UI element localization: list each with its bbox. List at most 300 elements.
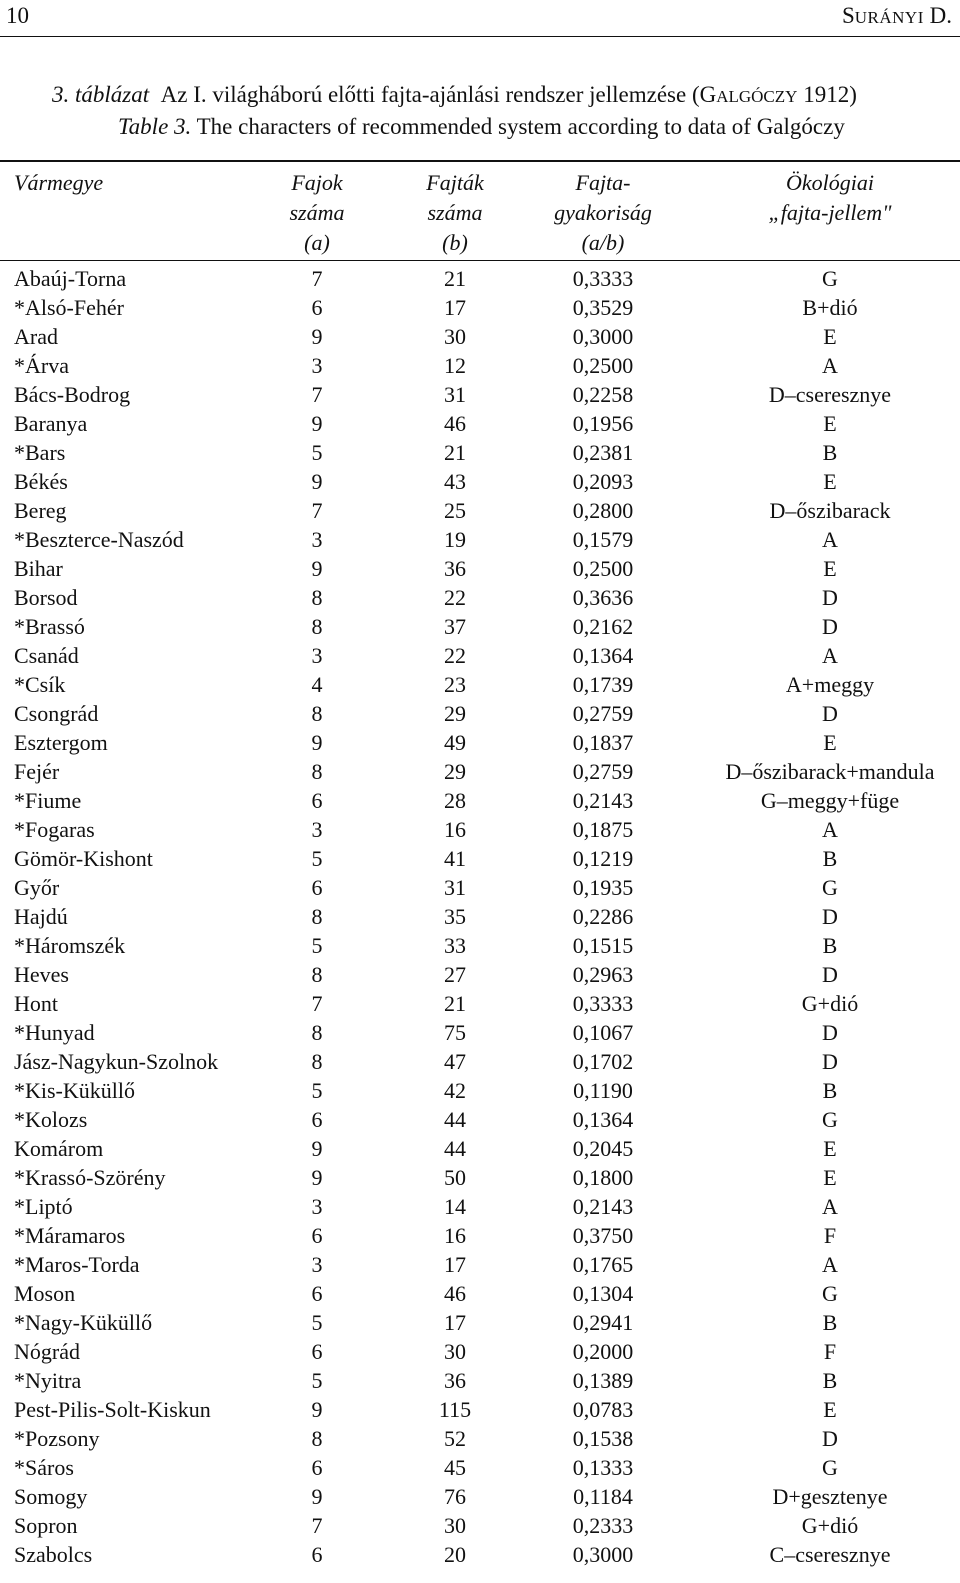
table-row (0, 409, 960, 438)
species-count-cell: 6 (311, 1281, 323, 1306)
species-count-cell: 8 (311, 1020, 323, 1045)
species-count-cell: 6 (311, 295, 323, 320)
county-cell: Nógrád (14, 1339, 80, 1364)
species-count-cell: 3 (311, 353, 323, 378)
ecological-cell: B (822, 933, 838, 958)
variety-count-cell: 36 (444, 556, 466, 581)
ecological-cell: G (822, 266, 838, 291)
ecological-cell: A (822, 1252, 838, 1277)
ecological-cell: C–cseresznye (769, 1542, 891, 1567)
variety-count-cell: 20 (444, 1542, 466, 1567)
frequency-cell: 0,3529 (572, 295, 634, 320)
county-cell: Gömör-Kishont (14, 846, 153, 871)
variety-count-cell: 44 (444, 1107, 466, 1132)
variety-count-cell: 41 (444, 846, 466, 871)
table-row (0, 641, 960, 670)
variety-count-cell: 43 (444, 469, 466, 494)
frequency-cell: 0,2759 (572, 701, 634, 726)
species-count-cell: 8 (311, 614, 323, 639)
table-row (0, 757, 960, 786)
ecological-cell: D (822, 585, 838, 610)
variety-count-cell: 19 (444, 527, 466, 552)
county-cell: *Máramaros (14, 1223, 126, 1248)
table-row (0, 554, 960, 583)
ecological-cell: A (822, 527, 838, 552)
ecological-cell: D (822, 1049, 838, 1074)
table-row (0, 989, 960, 1018)
ecological-cell: B (822, 1310, 838, 1335)
frequency-cell: 0,1538 (572, 1426, 634, 1451)
county-cell: Komárom (14, 1136, 104, 1161)
frequency-cell: 0,3333 (572, 991, 634, 1016)
ecological-cell: G–meggy+füge (760, 788, 900, 813)
column-header-line: „fajta-jellem" (768, 200, 892, 225)
column-header-line: Fajták (426, 170, 484, 195)
county-cell: *Bars (14, 440, 66, 465)
variety-count-cell: 31 (444, 382, 466, 407)
species-count-cell: 7 (311, 382, 323, 407)
table-row (0, 1279, 960, 1308)
variety-count-cell: 46 (444, 411, 466, 436)
table-row (0, 699, 960, 728)
ecological-cell: E (823, 730, 837, 755)
ecological-cell: D+gesztenye (772, 1484, 888, 1509)
frequency-cell: 0,1702 (572, 1049, 634, 1074)
species-count-cell: 5 (311, 440, 323, 465)
species-count-cell: 5 (311, 1368, 323, 1393)
county-cell: Borsod (14, 585, 78, 610)
author-initial: S (841, 3, 855, 28)
table-row (0, 351, 960, 380)
variety-count-cell: 12 (444, 353, 466, 378)
variety-count-cell: 49 (444, 730, 466, 755)
frequency-cell: 0,3750 (572, 1223, 634, 1248)
county-cell: *Árva (14, 353, 69, 378)
variety-count-cell: 30 (444, 1339, 466, 1364)
ecological-cell: D (822, 1426, 838, 1451)
county-cell: *Maros-Torda (14, 1252, 140, 1277)
variety-count-cell: 17 (444, 1252, 466, 1277)
table-row (0, 496, 960, 525)
column-header-variety-frequency (528, 168, 678, 258)
column-header-line: (b) (442, 230, 468, 255)
species-count-cell: 7 (311, 498, 323, 523)
table-row (0, 670, 960, 699)
county-cell: Moson (14, 1281, 76, 1306)
variety-count-cell: 30 (444, 1513, 466, 1538)
frequency-cell: 0,1184 (573, 1484, 633, 1509)
table-top-rule (0, 160, 960, 162)
table-row (0, 438, 960, 467)
county-cell: *Krassó-Szörény (14, 1165, 166, 1190)
frequency-cell: 0,2143 (572, 788, 634, 813)
variety-count-cell: 25 (444, 498, 466, 523)
column-header-line: Ökológiai (786, 170, 874, 195)
frequency-cell: 0,2286 (572, 904, 634, 929)
frequency-cell: 0,1219 (572, 846, 634, 871)
frequency-cell: 0,2258 (572, 382, 634, 407)
variety-count-cell: 31 (444, 875, 466, 900)
table-header-rule (0, 260, 960, 261)
county-cell: Esztergom (14, 730, 108, 755)
table-row (0, 1395, 960, 1424)
variety-count-cell: 21 (444, 266, 466, 291)
frequency-cell: 0,2333 (572, 1513, 634, 1538)
variety-count-cell: 115 (438, 1397, 472, 1422)
county-cell: Pest-Pilis-Solt-Kiskun (14, 1397, 211, 1422)
ecological-cell: E (823, 1397, 837, 1422)
column-header-variety-count (400, 168, 510, 258)
frequency-cell: 0,1800 (572, 1165, 634, 1190)
species-count-cell: 9 (311, 556, 323, 581)
caption-hu-label: 3. táblázat (52, 82, 150, 107)
variety-count-cell: 42 (444, 1078, 466, 1103)
species-count-cell: 3 (311, 527, 323, 552)
ecological-cell: B (822, 846, 838, 871)
caption-en-label: Table 3. (118, 114, 192, 139)
county-cell: Somogy (14, 1484, 88, 1509)
frequency-cell: 0,2500 (572, 353, 634, 378)
species-count-cell: 7 (311, 266, 323, 291)
table-row (0, 380, 960, 409)
species-count-cell: 9 (311, 1484, 323, 1509)
species-count-cell: 9 (311, 1165, 323, 1190)
county-cell: Baranya (14, 411, 88, 436)
table-row (0, 1134, 960, 1163)
species-count-cell: 5 (311, 846, 323, 871)
ecological-cell: E (823, 469, 837, 494)
county-cell: Jász-Nagykun-Szolnok (14, 1049, 219, 1074)
frequency-cell: 0,1956 (572, 411, 634, 436)
ecological-cell: D (822, 904, 838, 929)
county-cell: Sopron (14, 1513, 78, 1538)
ecological-cell: E (823, 556, 837, 581)
table-row (0, 1424, 960, 1453)
ecological-cell: B (822, 440, 838, 465)
species-count-cell: 8 (311, 759, 323, 784)
variety-count-cell: 46 (444, 1281, 466, 1306)
frequency-cell: 0,1067 (572, 1020, 634, 1045)
variety-count-cell: 37 (444, 614, 466, 639)
frequency-cell: 0,1364 (572, 643, 634, 668)
frequency-cell: 0,1739 (572, 672, 634, 697)
species-count-cell: 8 (311, 962, 323, 987)
frequency-cell: 0,1304 (572, 1281, 634, 1306)
county-cell: Szabolcs (14, 1542, 93, 1567)
variety-count-cell: 35 (444, 904, 466, 929)
species-count-cell: 3 (311, 1252, 323, 1277)
table-row (0, 1337, 960, 1366)
frequency-cell: 0,1875 (572, 817, 634, 842)
ecological-cell: E (823, 411, 837, 436)
variety-count-cell: 29 (444, 701, 466, 726)
frequency-cell: 0,1837 (572, 730, 634, 755)
species-count-cell: 3 (311, 1194, 323, 1219)
table-row (0, 467, 960, 496)
table-row (0, 583, 960, 612)
column-header-line: Fajta- (575, 170, 631, 195)
column-header-line: (a) (304, 230, 330, 255)
table-row (0, 1163, 960, 1192)
frequency-cell: 0,2500 (572, 556, 634, 581)
variety-count-cell: 47 (444, 1049, 466, 1074)
frequency-cell: 0,2941 (572, 1310, 634, 1335)
table-caption (52, 80, 857, 142)
species-count-cell: 8 (311, 1049, 323, 1074)
caption-hu-text-pre: Az I. világháború előtti fajta-ajánlási rendszer jellemzése (G (160, 82, 717, 107)
ecological-cell: A (822, 817, 838, 842)
frequency-cell: 0,1515 (572, 933, 634, 958)
county-cell: *Nyitra (14, 1368, 82, 1393)
county-cell: *Kolozs (14, 1107, 88, 1132)
county-cell: Heves (14, 962, 69, 987)
county-cell: Győr (14, 875, 60, 900)
table-row (0, 293, 960, 322)
table-row (0, 902, 960, 931)
county-cell: *Nagy-Küküllő (14, 1310, 153, 1335)
species-count-cell: 9 (311, 469, 323, 494)
variety-count-cell: 75 (444, 1020, 466, 1045)
ecological-cell: G+dió (801, 991, 859, 1016)
ecological-cell: D (822, 614, 838, 639)
county-cell: Bereg (14, 498, 67, 523)
variety-count-cell: 27 (444, 962, 466, 987)
table-row (0, 612, 960, 641)
frequency-cell: 0,1190 (573, 1078, 633, 1103)
variety-count-cell: 44 (444, 1136, 466, 1161)
table-row (0, 1250, 960, 1279)
table-row (0, 1308, 960, 1337)
species-count-cell: 6 (311, 1339, 323, 1364)
county-cell: *Kis-Küküllő (14, 1078, 135, 1103)
column-header-line: száma (427, 200, 483, 225)
county-cell: Arad (14, 324, 58, 349)
table-row (0, 728, 960, 757)
variety-count-cell: 28 (444, 788, 466, 813)
species-count-cell: 6 (311, 875, 323, 900)
caption-english (52, 112, 857, 142)
column-header-line: Fajok (291, 170, 343, 195)
frequency-cell: 0,3333 (572, 266, 634, 291)
variety-count-cell: 29 (444, 759, 466, 784)
species-count-cell: 3 (311, 643, 323, 668)
variety-count-cell: 14 (444, 1194, 466, 1219)
frequency-cell: 0,2093 (572, 469, 634, 494)
species-count-cell: 9 (311, 1136, 323, 1161)
county-cell: *Hunyad (14, 1020, 95, 1045)
table-row (0, 815, 960, 844)
column-header-county-label: Vármegye (14, 170, 104, 195)
column-header-line: száma (289, 200, 345, 225)
county-cell: Bács-Bodrog (14, 382, 131, 407)
county-cell: *Pozsony (14, 1426, 100, 1451)
county-cell: Bihar (14, 556, 63, 581)
species-count-cell: 7 (311, 991, 323, 1016)
frequency-cell: 0,3636 (572, 585, 634, 610)
table-row (0, 1221, 960, 1250)
variety-count-cell: 36 (444, 1368, 466, 1393)
ecological-cell: D (822, 701, 838, 726)
table-row (0, 873, 960, 902)
column-header-line: (a/b) (581, 230, 625, 255)
ecological-cell: A+meggy (785, 672, 875, 697)
frequency-cell: 0,1765 (572, 1252, 634, 1277)
frequency-cell: 0,1935 (572, 875, 634, 900)
table-row (0, 1453, 960, 1482)
species-count-cell: 5 (311, 1078, 323, 1103)
frequency-cell: 0,2759 (572, 759, 634, 784)
species-count-cell: 7 (311, 1513, 323, 1538)
ecological-cell: G+dió (801, 1513, 859, 1538)
ecological-cell: E (823, 1136, 837, 1161)
county-cell: Békés (14, 469, 68, 494)
ecological-cell: F (823, 1223, 837, 1248)
species-count-cell: 6 (311, 1107, 323, 1132)
table-row (0, 1482, 960, 1511)
county-cell: Csongrád (14, 701, 99, 726)
caption-hu-text-post: 1912) (797, 82, 857, 107)
county-cell: *Liptó (14, 1194, 73, 1219)
table-row (0, 322, 960, 351)
ecological-cell: A (822, 1194, 838, 1219)
running-head (0, 0, 960, 38)
ecological-cell: D–őszibarack+mandula (725, 759, 935, 784)
table-row (0, 1366, 960, 1395)
species-count-cell: 8 (311, 904, 323, 929)
species-count-cell: 9 (311, 730, 323, 755)
variety-count-cell: 30 (444, 324, 466, 349)
county-cell: Hajdú (14, 904, 68, 929)
county-cell: *Brassó (14, 614, 85, 639)
table-row (0, 1105, 960, 1134)
variety-count-cell: 45 (444, 1455, 466, 1480)
county-cell: Fejér (14, 759, 60, 784)
table-row (0, 931, 960, 960)
ecological-cell: D (822, 1020, 838, 1045)
frequency-cell: 0,3000 (572, 324, 634, 349)
frequency-cell: 0,2000 (572, 1339, 634, 1364)
variety-count-cell: 52 (444, 1426, 466, 1451)
ecological-cell: B (822, 1078, 838, 1103)
species-count-cell: 6 (311, 788, 323, 813)
frequency-cell: 0,2800 (572, 498, 634, 523)
table-row (0, 264, 960, 293)
table-row (0, 960, 960, 989)
ecological-cell: G (822, 875, 838, 900)
species-count-cell: 6 (311, 1455, 323, 1480)
table-row (0, 525, 960, 554)
header-rule (0, 36, 960, 37)
variety-count-cell: 16 (444, 817, 466, 842)
species-count-cell: 8 (311, 585, 323, 610)
column-header-line: gyakoriság (554, 200, 652, 225)
column-header-county (14, 168, 103, 198)
species-count-cell: 3 (311, 817, 323, 842)
ecological-cell: E (823, 324, 837, 349)
ecological-cell: G (822, 1281, 838, 1306)
county-cell: *Sáros (14, 1455, 74, 1480)
species-count-cell: 5 (311, 1310, 323, 1335)
author-smallcaps: URÁNYI (854, 8, 924, 27)
ecological-cell: A (822, 643, 838, 668)
caption-hungarian (52, 80, 857, 112)
frequency-cell: 0,2381 (572, 440, 634, 465)
county-cell: *Fiume (14, 788, 82, 813)
variety-count-cell: 16 (444, 1223, 466, 1248)
county-cell: *Beszterce-Naszód (14, 527, 184, 552)
county-cell: *Alsó-Fehér (14, 295, 124, 320)
variety-count-cell: 76 (444, 1484, 466, 1509)
column-header-ecological-character (730, 168, 930, 228)
ecological-cell: B (822, 1368, 838, 1393)
table-row (0, 786, 960, 815)
variety-count-cell: 17 (444, 1310, 466, 1335)
species-count-cell: 9 (311, 1397, 323, 1422)
table-row (0, 1018, 960, 1047)
frequency-cell: 0,2963 (572, 962, 634, 987)
county-cell: Csanád (14, 643, 79, 668)
table-row (0, 1511, 960, 1540)
species-count-cell: 8 (311, 701, 323, 726)
table-row (0, 1047, 960, 1076)
species-count-cell: 6 (311, 1223, 323, 1248)
page-number: 10 (6, 3, 29, 28)
county-cell: *Háromszék (14, 933, 126, 958)
table-body (0, 264, 960, 1569)
frequency-cell: 0,0783 (572, 1397, 634, 1422)
species-count-cell: 5 (311, 933, 323, 958)
species-count-cell: 9 (311, 324, 323, 349)
caption-en-text: The characters of recommended system according to data of Galgóczy (196, 114, 845, 139)
column-header-species-count (262, 168, 372, 258)
frequency-cell: 0,2143 (572, 1194, 634, 1219)
ecological-cell: D–cseresznye (768, 382, 892, 407)
table-row (0, 1076, 960, 1105)
ecological-cell: D (822, 962, 838, 987)
species-count-cell: 4 (311, 672, 323, 697)
species-count-cell: 8 (311, 1426, 323, 1451)
variety-count-cell: 23 (444, 672, 466, 697)
county-cell: *Fogaras (14, 817, 95, 842)
variety-count-cell: 17 (444, 295, 466, 320)
author-suffix: D. (923, 3, 952, 28)
variety-count-cell: 21 (444, 440, 466, 465)
variety-count-cell: 50 (444, 1165, 466, 1190)
variety-count-cell: 22 (444, 585, 466, 610)
county-cell: Hont (14, 991, 58, 1016)
caption-hu-text-smallcaps: ALGÓCZY (716, 87, 798, 106)
ecological-cell: A (822, 353, 838, 378)
ecological-cell: G (822, 1455, 838, 1480)
ecological-cell: F (823, 1339, 837, 1364)
frequency-cell: 0,2162 (572, 614, 634, 639)
variety-count-cell: 21 (444, 991, 466, 1016)
variety-count-cell: 33 (444, 933, 466, 958)
species-count-cell: 6 (311, 1542, 323, 1567)
frequency-cell: 0,3000 (572, 1542, 634, 1567)
frequency-cell: 0,1333 (572, 1455, 634, 1480)
frequency-cell: 0,1364 (572, 1107, 634, 1132)
frequency-cell: 0,2045 (572, 1136, 634, 1161)
species-count-cell: 9 (311, 411, 323, 436)
running-author (842, 3, 952, 29)
ecological-cell: G (822, 1107, 838, 1132)
ecological-cell: D–őszibarack (769, 498, 891, 523)
frequency-cell: 0,1579 (572, 527, 634, 552)
variety-count-cell: 22 (444, 643, 466, 668)
table-row (0, 844, 960, 873)
ecological-cell: B+dió (802, 295, 858, 320)
